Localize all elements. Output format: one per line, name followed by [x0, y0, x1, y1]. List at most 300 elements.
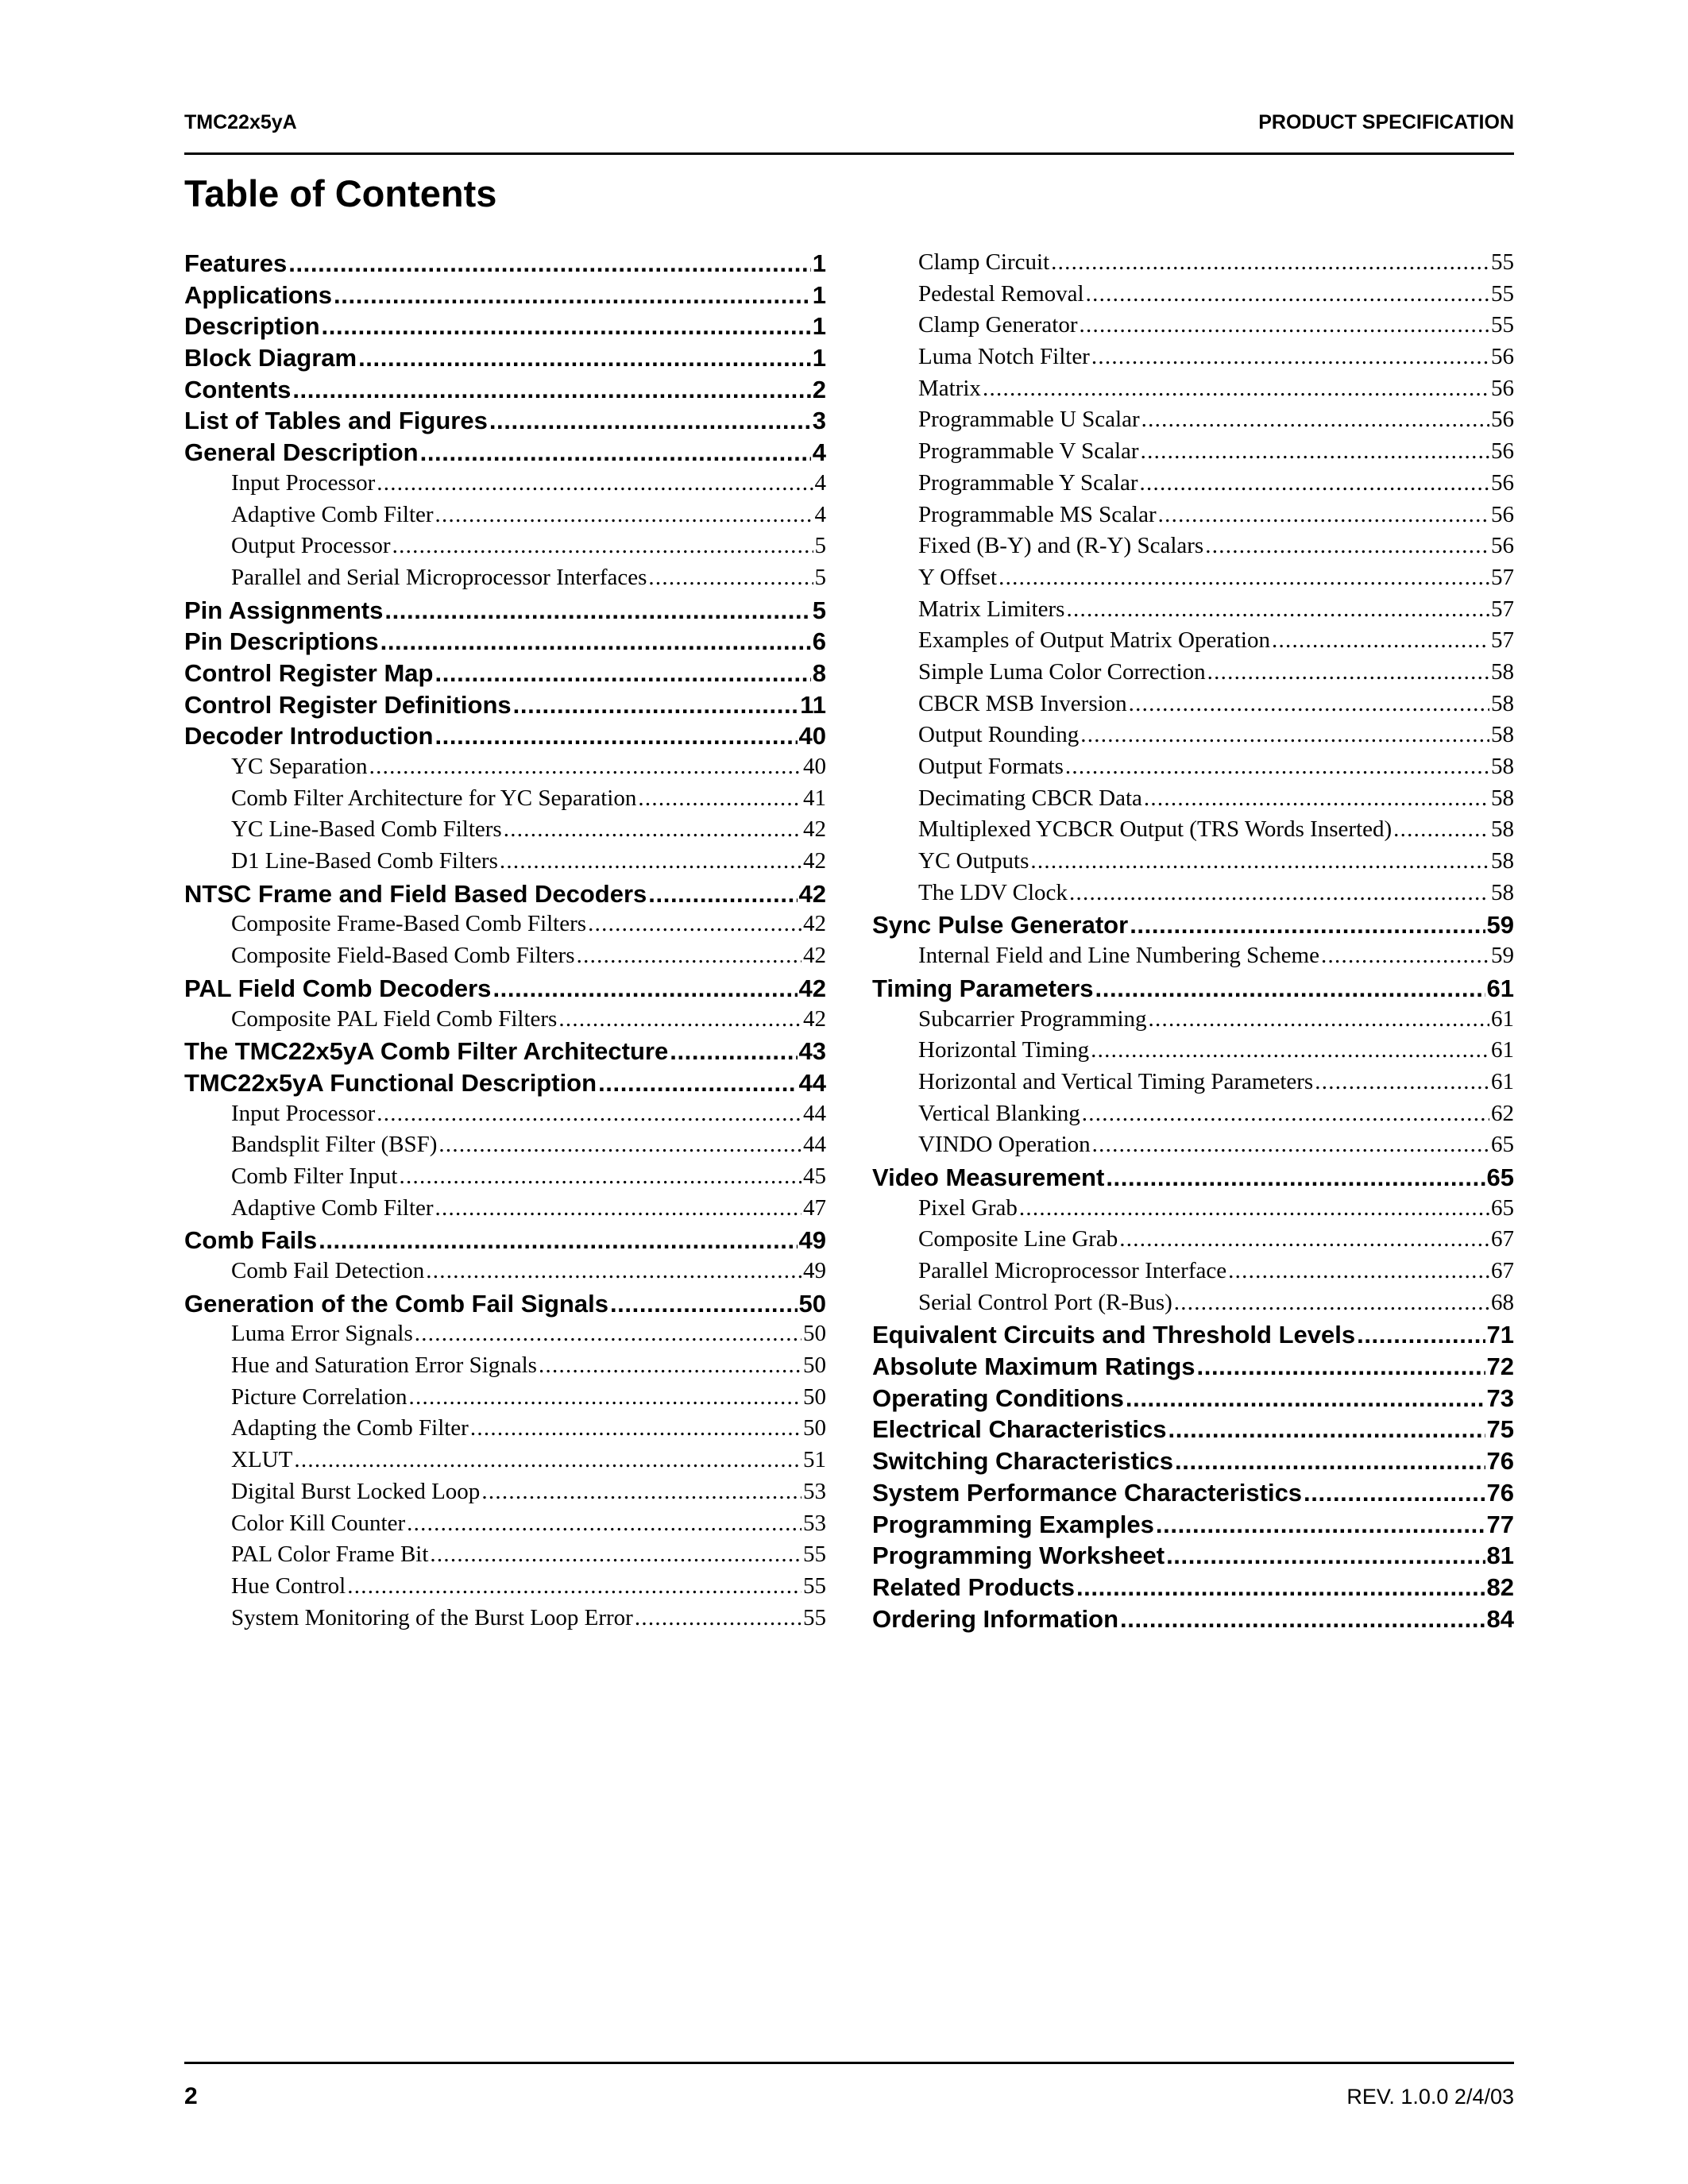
- toc-entry[interactable]: [872, 691, 1514, 723]
- toc-entry[interactable]: [872, 533, 1514, 565]
- toc-entry[interactable]: [184, 1258, 826, 1290]
- toc-dot-leader: [983, 376, 1489, 402]
- toc-entry[interactable]: [872, 1352, 1514, 1384]
- toc-entry-title: List of Tables and Figures: [184, 407, 488, 435]
- toc-entry-title: Video Measurement: [872, 1163, 1105, 1191]
- toc-entry[interactable]: [872, 1573, 1514, 1605]
- toc-entry-title: Pin Descriptions: [184, 627, 379, 656]
- toc-dot-leader: [322, 312, 811, 341]
- toc-dot-leader: [1080, 312, 1489, 338]
- toc-entry[interactable]: [184, 249, 826, 281]
- toc-entry-page: 67: [1491, 1226, 1514, 1252]
- toc-entry-title: Examples of Output Matrix Operation: [918, 627, 1270, 654]
- toc-dot-leader: [558, 1006, 802, 1032]
- toc-dot-leader: [1030, 848, 1489, 874]
- toc-entry[interactable]: [872, 1258, 1514, 1290]
- toc-entry-page: 56: [1491, 438, 1514, 465]
- toc-entry[interactable]: [872, 785, 1514, 817]
- toc-entry-title: System Monitoring of the Burst Loop Error: [231, 1604, 633, 1630]
- toc-dot-leader: [435, 722, 797, 751]
- toc-dot-leader: [481, 1479, 802, 1505]
- toc-entry-title: Comb Filter Input: [231, 1163, 398, 1189]
- toc-entry-page: 58: [1491, 658, 1514, 685]
- toc-dot-leader: [610, 1290, 798, 1318]
- toc-entry-page: 76: [1486, 1478, 1514, 1507]
- toc-entry[interactable]: [184, 691, 826, 723]
- toc-entry-page: 56: [1491, 501, 1514, 527]
- toc-entry-title: Parallel Microprocessor Interface: [918, 1258, 1227, 1283]
- toc-entry[interactable]: [872, 502, 1514, 534]
- toc-entry-page: 5: [814, 533, 826, 559]
- toc-entry[interactable]: [184, 1447, 826, 1479]
- toc-dot-leader: [1141, 407, 1489, 433]
- toc-dot-leader: [292, 376, 810, 404]
- toc-entry-title: Description: [184, 312, 320, 341]
- toc-dot-leader: [1357, 1321, 1485, 1349]
- toc-entry-page: 55: [1491, 249, 1514, 275]
- toc-entry[interactable]: [872, 344, 1514, 376]
- toc-dot-leader: [1166, 1542, 1485, 1570]
- toc-entry-page: 58: [1491, 816, 1514, 843]
- toc-entry-page: 55: [1491, 280, 1514, 307]
- toc-dot-leader: [638, 785, 802, 812]
- toc-dot-leader: [635, 1605, 802, 1631]
- toc-entry-title: Internal Field and Line Numbering Scheme: [918, 943, 1319, 969]
- toc-entry-title: Hue and Saturation Error Signals: [231, 1352, 537, 1379]
- toc-entry-page: 59: [1491, 943, 1514, 969]
- toc-entry-page: 58: [1491, 722, 1514, 748]
- toc-entry-title: Adaptive Comb Filter: [231, 1194, 434, 1221]
- toc-entry-title: Programmable V Scalar: [918, 438, 1139, 465]
- toc-entry[interactable]: [872, 281, 1514, 313]
- toc-entry-title: The TMC22x5yA Comb Filter Architecture: [184, 1037, 669, 1066]
- toc-dot-leader: [384, 596, 810, 625]
- toc-dot-leader: [1304, 1479, 1485, 1507]
- toc-entry-title: Decoder Introduction: [184, 722, 434, 751]
- toc-entry-title: Operating Conditions: [872, 1383, 1124, 1412]
- toc-entry-title: Subcarrier Programming: [918, 1005, 1147, 1032]
- toc-entry[interactable]: [184, 1226, 826, 1258]
- toc-entry[interactable]: [872, 880, 1514, 912]
- toc-dot-leader: [1051, 249, 1489, 276]
- toc-entry-title: Pin Assignments: [184, 596, 384, 624]
- toc-dot-leader: [1091, 1037, 1489, 1063]
- toc-dot-leader: [435, 1195, 802, 1221]
- toc-entry[interactable]: [872, 1226, 1514, 1258]
- toc-entry-title: Timing Parameters: [872, 974, 1094, 1002]
- toc-dot-leader: [588, 911, 802, 937]
- toc-entry-title: Matrix: [918, 375, 981, 401]
- toc-dot-leader: [426, 1258, 802, 1284]
- toc-entry-title: Programming Examples: [872, 1510, 1154, 1538]
- toc-entry-title: Comb Fail Detection: [231, 1258, 425, 1283]
- toc-entry-page: 61: [1491, 1005, 1514, 1032]
- toc-dot-leader: [380, 627, 811, 656]
- toc-entry[interactable]: [184, 1479, 826, 1511]
- toc-dot-leader: [1120, 1605, 1485, 1634]
- toc-dot-leader: [1141, 438, 1489, 465]
- toc-entry[interactable]: [184, 1132, 826, 1163]
- toc-entry[interactable]: [872, 249, 1514, 281]
- toc-entry[interactable]: [872, 722, 1514, 754]
- toc-entry[interactable]: [872, 1037, 1514, 1069]
- toc-dot-leader: [470, 1415, 802, 1441]
- toc-dot-leader: [1091, 344, 1489, 370]
- toc-entry-page: 55: [1491, 312, 1514, 338]
- toc-dot-leader: [294, 1447, 802, 1473]
- toc-entry-title: Multiplexed YCBCR Output (TRS Words Inserted): [918, 816, 1393, 843]
- toc-entry[interactable]: [872, 1415, 1514, 1447]
- toc-entry[interactable]: [872, 1605, 1514, 1637]
- toc-entry[interactable]: [184, 1037, 826, 1069]
- toc-entry-page: 75: [1486, 1415, 1514, 1444]
- toc-entry-page: 57: [1491, 627, 1514, 654]
- toc-entry-title: Electrical Characteristics: [872, 1415, 1167, 1444]
- toc-entry[interactable]: [872, 1163, 1514, 1195]
- toc-entry[interactable]: [184, 376, 826, 407]
- toc-entry-title: Clamp Generator: [918, 312, 1078, 338]
- toc-entry-page: 55: [803, 1542, 826, 1568]
- toc-entry[interactable]: [872, 1479, 1514, 1511]
- toc-entry-title: Input Processor: [231, 1100, 376, 1126]
- toc-entry-title: Output Processor: [231, 533, 391, 559]
- toc-entry[interactable]: [872, 1195, 1514, 1227]
- toc-entry-title: Programming Worksheet: [872, 1542, 1165, 1570]
- toc-dot-leader: [420, 438, 811, 467]
- toc-entry[interactable]: [184, 1542, 826, 1573]
- toc-entry-page: 41: [803, 785, 826, 811]
- toc-entry-page: 55: [803, 1572, 826, 1599]
- toc-dot-leader: [577, 943, 802, 969]
- toc-entry-title: Luma Notch Filter: [918, 344, 1090, 370]
- toc-entry-page: 49: [798, 1226, 826, 1255]
- toc-entry[interactable]: [184, 1573, 826, 1605]
- toc-entry-title: PAL Field Comb Decoders: [184, 974, 492, 1002]
- toc-entry[interactable]: [872, 754, 1514, 785]
- footer-page-number: 2: [184, 2083, 198, 2109]
- toc-entry[interactable]: [872, 1069, 1514, 1101]
- toc-entry-title: Composite PAL Field Comb Filters: [231, 1005, 558, 1032]
- toc-entry-title: Pedestal Removal: [918, 280, 1084, 307]
- toc-entry-title: Output Rounding: [918, 722, 1080, 748]
- toc-entry[interactable]: [184, 1511, 826, 1542]
- toc-entry[interactable]: [872, 816, 1514, 848]
- toc-dot-leader: [1095, 974, 1485, 1003]
- toc-entry[interactable]: [872, 848, 1514, 880]
- toc-entry[interactable]: [184, 438, 826, 470]
- toc-entry[interactable]: [872, 1132, 1514, 1163]
- toc-dot-leader: [1139, 470, 1489, 496]
- toc-entry[interactable]: [184, 533, 826, 565]
- toc-entry-page: 42: [803, 943, 826, 969]
- toc-entry-title: TMC22x5yA Functional Description: [184, 1068, 597, 1097]
- toc-entry[interactable]: [872, 1511, 1514, 1542]
- toc-entry-title: Picture Correlation: [231, 1383, 408, 1410]
- toc-entry-title: The LDV Clock: [918, 879, 1068, 905]
- toc-dot-leader: [430, 1542, 802, 1568]
- toc-entry-title: XLUT: [231, 1447, 293, 1473]
- toc-dot-leader: [648, 880, 797, 909]
- toc-dot-leader: [377, 470, 813, 496]
- toc-entry[interactable]: [872, 596, 1514, 628]
- toc-entry[interactable]: [872, 659, 1514, 691]
- toc-entry-title: NTSC Frame and Field Based Decoders: [184, 879, 647, 908]
- toc-dot-leader: [1149, 1006, 1489, 1032]
- toc-entry-page: 76: [1486, 1447, 1514, 1476]
- toc-entry-title: YC Line-Based Comb Filters: [231, 816, 502, 843]
- toc-entry[interactable]: [184, 627, 826, 659]
- toc-dot-leader: [489, 407, 811, 435]
- toc-entry-title: Related Products: [872, 1572, 1075, 1601]
- toc-entry-page: 53: [803, 1510, 826, 1536]
- toc-entry[interactable]: [872, 312, 1514, 344]
- toc-entry[interactable]: [184, 1352, 826, 1384]
- toc-entry-title: Generation of the Comb Fail Signals: [184, 1289, 608, 1318]
- toc-entry[interactable]: [872, 1447, 1514, 1479]
- toc-entry[interactable]: [872, 627, 1514, 659]
- toc-entry[interactable]: [872, 1101, 1514, 1133]
- toc-dot-leader: [670, 1037, 797, 1066]
- toc-dot-leader: [334, 281, 811, 310]
- toc-dot-leader: [407, 1511, 802, 1537]
- toc-entry[interactable]: [872, 1384, 1514, 1416]
- toc-dot-leader: [539, 1352, 802, 1379]
- toc-entry-page: 71: [1486, 1321, 1514, 1349]
- toc-entry-title: Programmable U Scalar: [918, 407, 1140, 433]
- toc-dot-leader: [358, 344, 811, 372]
- toc-entry[interactable]: [872, 565, 1514, 596]
- toc-dot-leader: [435, 659, 810, 688]
- toc-entry[interactable]: [872, 470, 1514, 502]
- toc-entry-title: VINDO Operation: [918, 1132, 1091, 1158]
- toc-entry[interactable]: [184, 659, 826, 691]
- toc-entry[interactable]: [184, 565, 826, 596]
- toc-entry-page: 81: [1486, 1542, 1514, 1570]
- toc-entry-page: 50: [803, 1415, 826, 1441]
- toc-entry[interactable]: [872, 974, 1514, 1006]
- toc-entry-page: 1: [812, 312, 826, 341]
- toc-entry-title: Output Formats: [918, 754, 1064, 779]
- toc-entry[interactable]: [184, 943, 826, 974]
- toc-entry[interactable]: [184, 1384, 826, 1416]
- toc-entry[interactable]: [184, 1195, 826, 1227]
- toc-entry-title: Composite Field-Based Comb Filters: [231, 943, 575, 969]
- toc-entry[interactable]: [184, 848, 826, 880]
- toc-dot-leader: [347, 1573, 802, 1599]
- toc-dot-leader: [1086, 281, 1489, 307]
- toc-entry-title: Decimating CBCR Data: [918, 785, 1142, 811]
- toc-entry-page: 11: [800, 690, 826, 719]
- toc-entry[interactable]: [184, 974, 826, 1006]
- toc-entry[interactable]: [184, 470, 826, 502]
- toc-dot-leader: [1144, 785, 1489, 812]
- toc-entry-title: System Performance Characteristics: [872, 1478, 1303, 1507]
- toc-dot-leader: [492, 974, 797, 1003]
- toc-entry-title: Vertical Blanking: [918, 1100, 1080, 1126]
- toc-dot-leader: [1119, 1226, 1489, 1252]
- toc-entry-page: 58: [1491, 879, 1514, 905]
- toc-dot-leader: [1315, 1069, 1489, 1095]
- toc-entry-title: Composite Frame-Based Comb Filters: [231, 911, 587, 937]
- toc-entry[interactable]: [872, 1542, 1514, 1573]
- toc-entry-page: 61: [1486, 974, 1514, 1002]
- toc-entry-page: 57: [1491, 596, 1514, 622]
- toc-entry-page: 77: [1486, 1510, 1514, 1538]
- toc-entry-page: 1: [812, 249, 826, 277]
- toc-entry-title: Hue Control: [231, 1572, 346, 1599]
- toc-entry-page: 44: [798, 1068, 826, 1097]
- toc-entry[interactable]: [184, 596, 826, 628]
- toc-entry-page: 62: [1491, 1100, 1514, 1126]
- toc-entry-page: 4: [814, 501, 826, 527]
- toc-entry[interactable]: [184, 1605, 826, 1637]
- toc-dot-leader: [598, 1069, 797, 1098]
- toc-dot-leader: [1207, 659, 1489, 685]
- toc-dot-leader: [1272, 627, 1489, 654]
- header-product-name: TMC22x5yA: [184, 111, 297, 133]
- toc-dot-leader: [500, 848, 802, 874]
- toc-entry[interactable]: [184, 754, 826, 785]
- toc-entry-page: 1: [812, 280, 826, 309]
- toc-dot-leader: [408, 1384, 802, 1410]
- toc-entry-page: 58: [1491, 785, 1514, 811]
- toc-entry-page: 4: [814, 469, 826, 496]
- toc-entry-title: Color Kill Counter: [231, 1510, 406, 1536]
- page-title: Table of Contents: [184, 172, 497, 214]
- toc-entry-page: 42: [803, 848, 826, 874]
- toc-dot-leader: [504, 816, 802, 843]
- toc-entry-page: 8: [812, 658, 826, 687]
- toc-entry-title: Parallel and Serial Microprocessor Interfaces: [231, 564, 647, 590]
- toc-entry[interactable]: [184, 1006, 826, 1038]
- toc-entry[interactable]: [184, 785, 826, 817]
- toc-entry-page: 42: [798, 974, 826, 1002]
- toc-dot-leader: [1076, 1573, 1485, 1602]
- toc-entry-title: YC Separation: [231, 754, 368, 779]
- toc-entry-page: 56: [1491, 344, 1514, 370]
- toc-entry-title: Equivalent Circuits and Threshold Levels: [872, 1321, 1356, 1349]
- toc-dot-leader: [1080, 722, 1489, 748]
- toc-dot-leader: [999, 565, 1489, 591]
- toc-entry-page: 61: [1491, 1037, 1514, 1063]
- toc-entry-title: Input Processor: [231, 469, 376, 496]
- toc-entry[interactable]: [184, 1163, 826, 1195]
- toc-dot-leader: [1168, 1415, 1485, 1444]
- toc-entry[interactable]: [872, 1006, 1514, 1038]
- toc-entry-page: 82: [1486, 1572, 1514, 1601]
- toc-dot-leader: [288, 249, 811, 278]
- toc-entry-title: Matrix Limiters: [918, 596, 1065, 622]
- toc-entry[interactable]: [872, 438, 1514, 470]
- toc-entry-page: 56: [1491, 407, 1514, 433]
- toc-entry-page: 4: [812, 438, 826, 467]
- toc-entry-page: 65: [1486, 1163, 1514, 1191]
- toc-entry[interactable]: [872, 943, 1514, 974]
- toc-entry-title: Serial Control Port (R-Bus): [918, 1289, 1172, 1315]
- toc-entry-page: 61: [1491, 1068, 1514, 1094]
- toc-entry[interactable]: [184, 880, 826, 912]
- toc-dot-leader: [1106, 1163, 1485, 1192]
- toc-dot-leader: [1158, 502, 1489, 528]
- toc-entry-title: Luma Error Signals: [231, 1321, 413, 1347]
- toc-entry-page: 65: [1491, 1132, 1514, 1158]
- toc-entry[interactable]: [184, 1101, 826, 1133]
- toc-entry[interactable]: [184, 1290, 826, 1322]
- toc-entry-title: Simple Luma Color Correction: [918, 658, 1206, 685]
- toc-entry-title: Contents: [184, 375, 292, 403]
- toc-entry-page: 65: [1491, 1194, 1514, 1221]
- toc-entry[interactable]: [872, 376, 1514, 407]
- toc-entry-page: 43: [798, 1037, 826, 1066]
- toc-entry-page: 53: [803, 1478, 826, 1504]
- toc-dot-leader: [1126, 1384, 1485, 1413]
- toc-dot-leader: [1069, 880, 1489, 906]
- toc-entry[interactable]: [184, 502, 826, 534]
- toc-dot-leader: [648, 565, 813, 591]
- toc-entry-title: CBCR MSB Inversion: [918, 690, 1127, 716]
- toc-entry-title: Comb Filter Architecture for YC Separation: [231, 785, 637, 811]
- toc-entry-title: Programmable Y Scalar: [918, 469, 1138, 496]
- toc-entry-title: Switching Characteristics: [872, 1447, 1174, 1476]
- toc-dot-leader: [1175, 1447, 1485, 1476]
- toc-entry[interactable]: [184, 816, 826, 848]
- toc-entry-page: 84: [1486, 1604, 1514, 1633]
- toc-entry[interactable]: [872, 1290, 1514, 1322]
- page-footer: [184, 2062, 1514, 2112]
- toc-entry-page: 56: [1491, 469, 1514, 496]
- toc-entry[interactable]: [184, 281, 826, 313]
- toc-entry-page: 56: [1491, 375, 1514, 401]
- toc-dot-leader: [399, 1163, 802, 1190]
- toc-entry[interactable]: [184, 1321, 826, 1352]
- toc-entry-title: Block Diagram: [184, 344, 357, 372]
- toc-entry[interactable]: [872, 911, 1514, 943]
- toc-entry-page: 5: [812, 596, 826, 624]
- toc-entry-title: Programmable MS Scalar: [918, 501, 1157, 527]
- toc-entry-title: Horizontal and Vertical Timing Parameters: [918, 1068, 1314, 1094]
- toc-entry-page: 6: [812, 627, 826, 656]
- toc-entry[interactable]: [184, 344, 826, 376]
- toc-entry-title: PAL Color Frame Bit: [231, 1542, 429, 1568]
- toc-entry-page: 47: [803, 1194, 826, 1221]
- toc-entry-title: Pixel Grab: [918, 1194, 1018, 1221]
- toc-entry-page: 58: [1491, 690, 1514, 716]
- toc-entry[interactable]: [184, 312, 826, 344]
- toc-dot-leader: [438, 1132, 802, 1158]
- toc-entry[interactable]: [184, 407, 826, 438]
- toc-entry-title: General Description: [184, 438, 419, 467]
- toc-entry[interactable]: [184, 1415, 826, 1447]
- toc-entry[interactable]: [184, 911, 826, 943]
- toc-entry-title: Horizontal Timing: [918, 1037, 1090, 1063]
- toc-dot-leader: [513, 691, 799, 720]
- toc-entry[interactable]: [184, 1069, 826, 1101]
- toc-dot-leader: [1197, 1352, 1485, 1381]
- toc-entry-page: 50: [798, 1289, 826, 1318]
- toc-dot-leader: [1393, 816, 1489, 843]
- toc-entry-page: 2: [812, 375, 826, 403]
- toc-dot-leader: [1092, 1132, 1489, 1158]
- header-doc-type: PRODUCT SPECIFICATION: [1258, 111, 1514, 133]
- toc-entry-page: 56: [1491, 533, 1514, 559]
- toc-entry[interactable]: [184, 722, 826, 754]
- toc-entry-page: 55: [803, 1604, 826, 1630]
- toc-dot-leader: [1066, 596, 1489, 623]
- toc-dot-leader: [377, 1101, 802, 1127]
- toc-entry-page: 59: [1486, 911, 1514, 940]
- toc-entry[interactable]: [872, 407, 1514, 438]
- toc-entry[interactable]: [872, 1321, 1514, 1352]
